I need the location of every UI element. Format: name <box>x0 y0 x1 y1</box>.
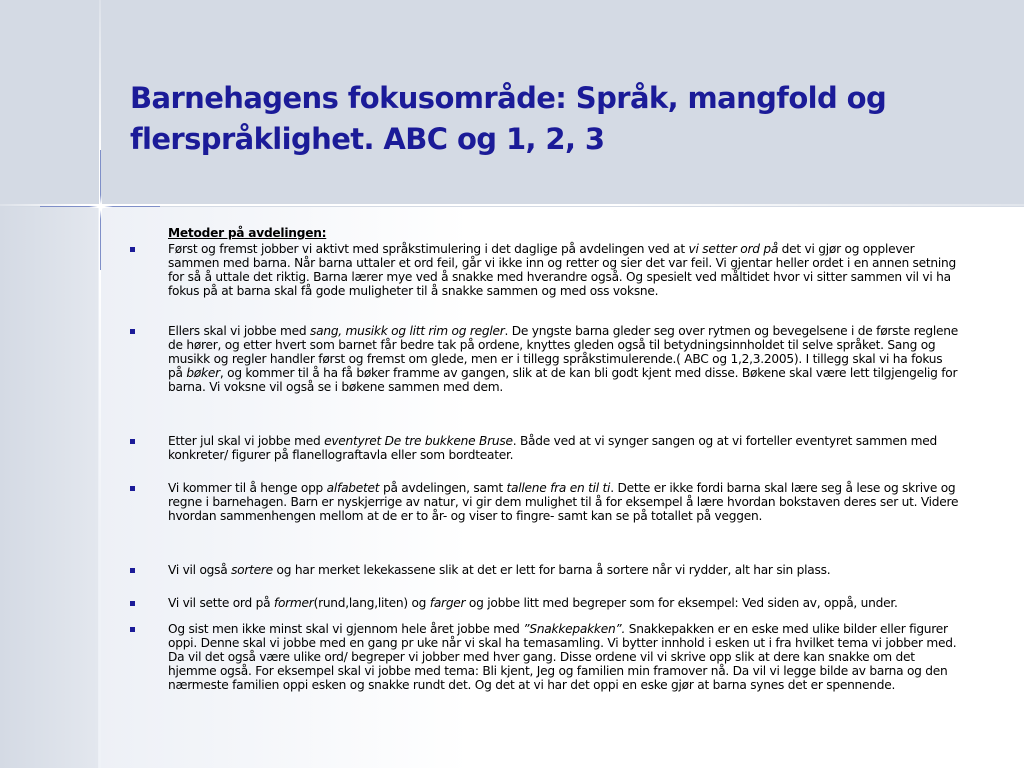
item-text: , og kommer til å ha få bøker framme av gangen, slik at de kan bli godt kjent med disse. Bøkene skal være lett tilgjengelig for barna. Vi voksne vil også se i bøkene sammen med dem. <box>168 366 958 394</box>
list-item <box>130 622 960 692</box>
item-text: . Både ved at vi synger sangen og at vi forteller eventyret sammen med konkreter/ figurer på flanellograftavla eller som bordteater. <box>168 434 938 462</box>
item-emphasis: former <box>273 596 314 610</box>
item-emphasis: eventyret De tre bukkene Bruse <box>324 434 513 448</box>
item-emphasis: sang, musikk og litt rim og regler <box>310 324 505 338</box>
slide-title: Barnehagens fokusområde: Språk, mangfold og flerspråklighet. ABC og 1, 2, 3 <box>130 81 887 156</box>
item-text: Etter jul skal vi jobbe med <box>168 434 325 448</box>
item-text: Ellers skal vi jobbe med <box>168 324 311 338</box>
item-text: Og sist men ikke minst skal vi gjennom hele året jobbe med <box>168 622 524 636</box>
item-text: . De yngste barna gleder seg over rytmen og bevegelsene i de første reglene de hører, og etter hvert som barnet får bedre tak på ordene, knyttes gleden også til betydningsinnholdet til selve språket. Sang og musikk og regler handler først og fremst om glede, men er i tillegg språkstimulerende.( ABC og 1,2,3.2005). I tillegg skal vi ha fokus på <box>168 324 959 380</box>
item-text: det vi gjør og opplever sammen med barna. Når barna uttaler et ord feil, går vi ikke inn og retter og sier det var feil. Vi gjentar heller ordet i en annen setning for så å uttale det riktig. Barna lærer mye ved å snakke med hverandre også. Og spesielt ved måltidet hvor vi sitter sammen vil vi ha fokus på at barna skal få gode muligheter til å snakke sammen og med oss voksne. <box>168 242 957 298</box>
list-item <box>130 563 960 577</box>
item-text: og har merket lekekassene slik at det er lett for barna å sortere når vi rydder, alt har sin plass. <box>272 563 831 577</box>
bullet-list <box>130 242 960 692</box>
bullet-icon <box>130 247 135 252</box>
bullet-icon <box>130 439 135 444</box>
bullet-icon <box>130 627 135 632</box>
decor-vertical-line <box>99 0 101 768</box>
sparkle-icon <box>89 195 113 219</box>
item-text: Vi vil også <box>168 563 232 577</box>
item-emphasis: farger <box>429 596 466 610</box>
list-item <box>130 596 960 610</box>
item-text: Først og fremst jobber vi aktivt med språkstimulering i det daglige på avdelingen ved at <box>168 242 689 256</box>
item-emphasis: alfabetet <box>326 481 380 495</box>
left-decor-band <box>0 207 98 768</box>
item-emphasis: vi setter ord på <box>688 242 779 256</box>
bullet-icon <box>130 601 135 606</box>
item-text: Vi kommer til å henge opp <box>168 481 327 495</box>
bullet-icon <box>130 486 135 491</box>
item-emphasis: sortere <box>231 563 273 577</box>
bullet-icon <box>130 568 135 573</box>
item-text: Snakkepakken er en eske med ulike bilder eller figurer oppi. Denne skal vi jobbe med en gang pr uke når vi skal ha temasamling. Vi bytter innhold i esken ut i fra hvilket tema vi jobber med. Da vil det også være ulike ord/ begreper vi jobber med hver gang. Disse ordene vil vi skrive opp slik at dere kan snakke om det hjemme også. For eksempel skal vi jobbe med tema: Bli kjent, Jeg og familien min framover nå. Da vil vi legge bilde av barna og den nærmeste familien oppi esken og snakke rundt det. Og det at vi har det oppi en eske gjør at barna synes det er spennende. <box>168 622 957 692</box>
item-text: på avdelingen, samt <box>379 481 507 495</box>
bullet-icon <box>130 329 135 334</box>
list-item <box>130 434 960 462</box>
item-text: . Dette er ikke fordi barna skal lære seg å lese og skrive og regne i barnehagen. Barn er nyskjerrige av natur, vi gir dem mulighet til å for eksempel å lære hvordan bokstaven deres ser ut. Videre hvordan sammenhengen mellom at de er to år- og viser to fingre- samt kan se på totallet på veggen. <box>168 481 959 523</box>
list-item <box>130 324 960 394</box>
item-text: Vi vil sette ord på <box>168 596 274 610</box>
item-emphasis: bøker <box>186 366 220 380</box>
item-emphasis: ”Snakkepakken”. <box>523 622 626 636</box>
section-heading: Metoder på avdelingen: <box>168 226 327 240</box>
slide-content <box>130 226 960 692</box>
list-item <box>130 481 960 523</box>
list-item <box>130 242 960 298</box>
item-text: (rund,lang,liten) og <box>313 596 430 610</box>
item-text: og jobbe litt med begreper som for eksempel: Ved siden av, oppå, under. <box>465 596 898 610</box>
item-emphasis: tallene fra en til ti <box>506 481 611 495</box>
